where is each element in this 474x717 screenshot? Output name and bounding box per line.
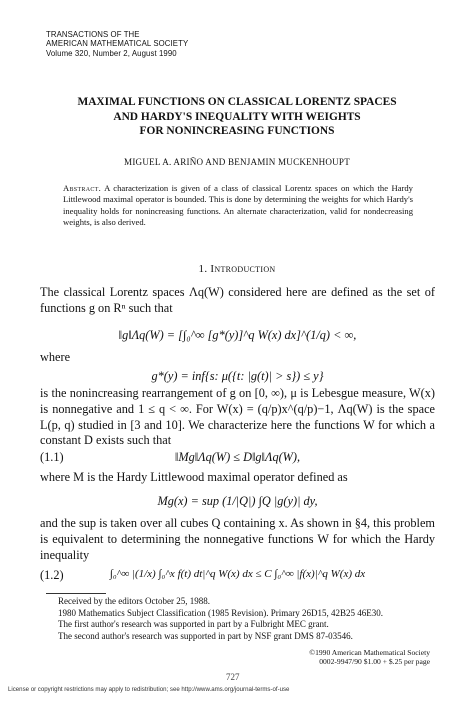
paragraph-3: where M is the Hardy Littlewood maximal operator defined as <box>40 470 348 484</box>
equation-1-1-body: ‖Mg‖Λq(W) ≤ D‖g‖Λq(W), <box>174 450 301 464</box>
paper-title <box>40 95 434 139</box>
page-number: 727 <box>226 672 240 682</box>
copyright-line-2: 0002-9947/90 $1.00 + $.25 per page <box>319 657 430 667</box>
equation-rearrangement: g*(y) = inf{s: μ({t: |g(t)| > s}) ≤ y} <box>151 369 324 383</box>
journal-line-2: AMERICAN MATHEMATICAL SOCIETY <box>46 39 189 49</box>
equation-1-1 <box>40 450 435 468</box>
paragraph-1: The classical Lorentz spaces Λq(W) considered here are defined as the set of functions g on Rⁿ such that <box>40 285 435 315</box>
where-text: where <box>40 350 71 364</box>
journal-line-3: Volume 320, Number 2, August 1990 <box>46 48 177 58</box>
footnote-msc: 1980 Mathematics Subject Classification (1985 Revision). Primary 26D15, 42B25 46E30. <box>58 607 383 618</box>
equation-1-2-body: ∫₀^∞ |(1/x) ∫₀^x f(t) dt|^q W(x) dx ≤ C ∫₀^∞ |f(x)|^q W(x) dx <box>109 568 366 580</box>
abstract-text: A characterization is given of a class of classical Lorentz spaces on which the Hardy Littlewood maximal operator is bounded. This is done by determining the weights for which Hardy's inequality holds for nonincreasing functions. An alternate characterization, valid for nondecreasing weights, is also derived. <box>63 183 413 228</box>
footnote-first-author: The first author's research was supported in part by a Fulbright MEC grant. <box>58 619 329 629</box>
license-link[interactable]: License or copyright restrictions may apply to redistribution; see http://www.ams.org/journal-terms-of-use <box>8 686 290 693</box>
title-line-1: MAXIMAL FUNCTIONS ON CLASSICAL LORENTZ SPACES <box>77 96 397 108</box>
footnote-second-author: The second author's research was supported in part by NSF grant DMS 87-03546. <box>58 630 353 641</box>
equation-norm: ‖g‖Λq(W) = [∫₀^∞ [g*(y)]^q W(x) dx]^(1/q) < ∞, <box>118 328 357 342</box>
journal-line-1: TRANSACTIONS OF THE <box>46 30 140 39</box>
equation-1-2-number: (1.2) <box>40 568 64 582</box>
section-heading: 1. Introduction <box>198 263 276 275</box>
copyright-block <box>270 648 430 667</box>
footnote-rule <box>46 593 106 594</box>
equation-maximal: Mg(x) = sup (1/|Q|) ∫Q |g(y)| dy, <box>157 494 318 508</box>
abstract-label: Abstract. <box>63 183 102 193</box>
copyright-line-1: ©1990 American Mathematical Society <box>309 648 430 657</box>
equation-1-1-number: (1.1) <box>40 450 64 464</box>
journal-header <box>46 30 188 58</box>
equation-1-2 <box>40 568 435 586</box>
title-line-3: FOR NONINCREASING FUNCTIONS <box>139 125 335 138</box>
authors: MIGUEL A. ARIÑO AND BENJAMIN MUCKENHOUPT <box>124 157 350 167</box>
abstract <box>63 183 413 229</box>
title-line-2: AND HARDY'S INEQUALITY WITH WEIGHTS <box>113 110 361 123</box>
footnotes <box>46 596 441 642</box>
footnote-received: Received by the editors October 25, 1988. <box>58 596 210 606</box>
paragraph-4: and the sup is taken over all cubes Q containing x. As shown in §4, this problem is equivalent to determining the nonnegative functions W for which the Hardy inequality <box>40 516 435 562</box>
paragraph-2: is the nonincreasing rearrangement of g on [0, ∞), μ is Lebesgue measure, W(x) is nonnegative and 1 ≤ q < ∞. For W(x) = (q/p)x^(q/p)−1, Λq(W) is the space L(p, q) studied in [3 and 10]. We characterize here the functions W for which a constant D exists such that <box>40 386 435 448</box>
